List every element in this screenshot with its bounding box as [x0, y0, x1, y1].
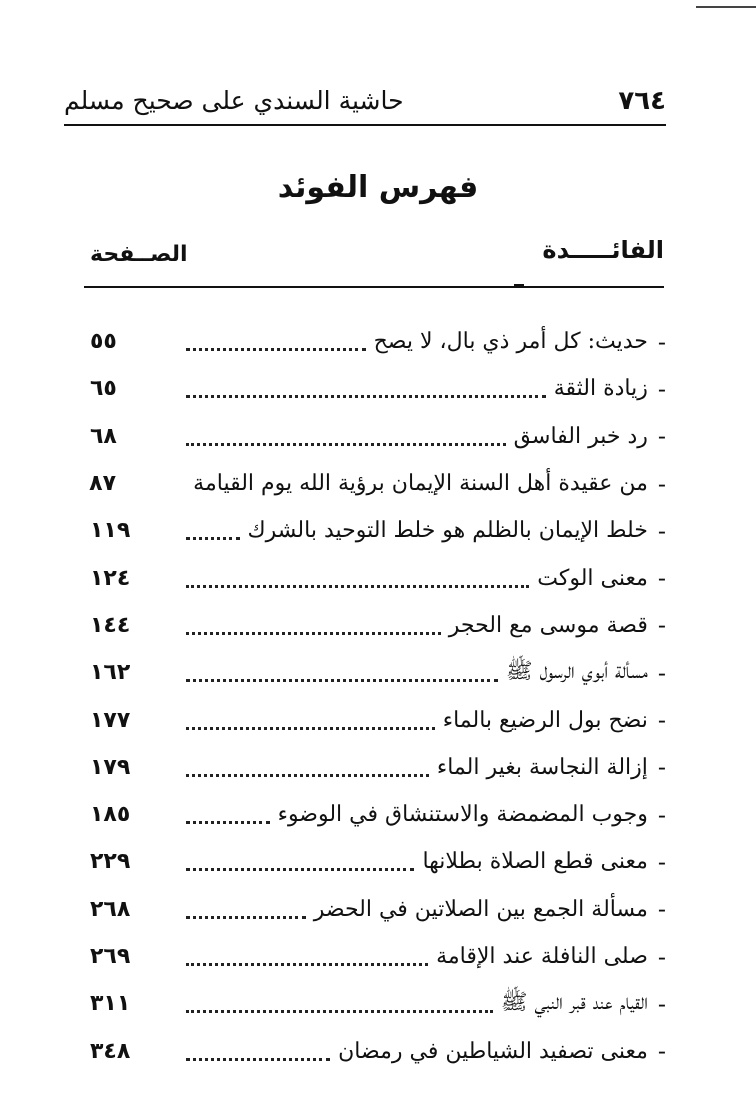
entry-page-number: ٣١١ [90, 991, 131, 1017]
index-entry [90, 507, 666, 554]
index-entry [90, 413, 666, 460]
column-header-benefit: الفائـــــدة [542, 236, 664, 264]
entry-dash: - [657, 374, 666, 403]
entry-dash: - [657, 422, 666, 451]
entry-dash: - [657, 1037, 666, 1066]
index-entry [90, 1027, 666, 1074]
entry-text: نضح بول الرضيع بالماء [442, 707, 648, 733]
index-entry [90, 886, 666, 933]
entry-dash: - [657, 989, 666, 1018]
dot-leader [186, 348, 366, 351]
entry-page-number: ١٧٧ [90, 707, 131, 733]
index-entry [90, 554, 666, 601]
entry-page-number: ١١٩ [90, 518, 131, 544]
columns-rule [84, 286, 664, 288]
entry-page-number: ٨٧ [89, 471, 117, 497]
dot-leader [186, 821, 270, 824]
entry-page-number: ٦٥ [90, 376, 117, 402]
index-entry [90, 744, 666, 791]
dot-leader [186, 963, 428, 966]
entry-text: معنى قطع الصلاة بطلانها [422, 849, 648, 875]
dot-leader [186, 395, 546, 398]
index-entry [90, 460, 666, 507]
scan-edge-line [696, 6, 756, 8]
index-entry [90, 838, 666, 885]
entry-text: قصة موسى مع الحجر [448, 612, 648, 638]
entry-text: معنى تصفيد الشياطين في رمضان [338, 1038, 648, 1064]
entry-page-number: ٦٨ [90, 423, 117, 449]
entry-page-number: ٣٤٨ [90, 1038, 131, 1064]
column-header-page: الصــفحة [90, 242, 188, 267]
entry-text: خلط الإيمان بالظلم هو خلط التوحيد بالشرك [247, 518, 648, 544]
entry-text: مسألة أبوي الرسول ﷺ [506, 658, 648, 684]
dot-leader [186, 537, 240, 540]
index-entry [90, 696, 666, 743]
page-number: ٧٦٤ [618, 86, 666, 116]
entry-dash: - [657, 942, 666, 971]
entry-dash: - [657, 516, 666, 545]
entry-text: وجوب المضمضة والاستنشاق في الوضوء [277, 802, 648, 828]
index-entry [90, 791, 666, 838]
index-entry [90, 318, 666, 365]
index-title: فهرس الفوئد [277, 170, 479, 205]
header-rule [64, 124, 666, 126]
entry-text: معنى الوكت [537, 565, 648, 591]
entry-text: زيادة الثقة [553, 376, 648, 402]
index-entries [90, 318, 666, 1075]
book-title: حاشية السندي على صحيح مسلم [64, 86, 404, 115]
dot-leader [186, 632, 441, 635]
entry-page-number: ١٧٩ [90, 754, 131, 780]
index-entry [90, 933, 666, 980]
index-entry [90, 365, 666, 412]
entry-page-number: ١٨٥ [90, 802, 131, 828]
dot-leader [186, 774, 429, 777]
entry-text: من عقيدة أهل السنة الإيمان برؤية الله يوم القيامة [193, 471, 648, 497]
entry-dash: - [657, 800, 666, 829]
entry-page-number: ٥٥ [90, 329, 117, 355]
entry-page-number: ٢٦٩ [90, 944, 131, 969]
rule-tick-mark [514, 284, 524, 288]
entry-page-number: ١٤٤ [90, 612, 131, 638]
dot-leader [186, 1010, 493, 1013]
entry-text: حديث: كل أمر ذي بال، لا يصح [373, 329, 648, 355]
entry-text: مسألة الجمع بين الصلاتين في الحضر [313, 896, 648, 922]
dot-leader [186, 727, 435, 730]
dot-leader [186, 585, 529, 588]
dot-leader [186, 868, 414, 871]
entry-text: رد خبر الفاسق [513, 423, 648, 449]
entry-text: إزالة النجاسة بغير الماء [436, 754, 648, 780]
entry-dash: - [657, 327, 666, 356]
entry-dash: - [657, 658, 666, 687]
entry-text: القيام عند قبر النبي ﷺ [500, 989, 648, 1015]
entry-dash: - [657, 895, 666, 924]
entry-dash: - [657, 753, 666, 782]
entry-dash: - [657, 706, 666, 735]
index-entry [90, 649, 666, 696]
dot-leader [186, 916, 306, 919]
dot-leader [186, 679, 498, 682]
entry-dash: - [657, 564, 666, 593]
entry-page-number: ١٦٢ [90, 660, 131, 686]
entry-page-number: ١٢٤ [90, 565, 131, 591]
dot-leader [186, 443, 506, 446]
entry-page-number: ٢٦٨ [90, 896, 131, 922]
running-header [64, 86, 666, 122]
dot-leader [186, 1058, 330, 1061]
entry-dash: - [657, 847, 666, 876]
index-entry [90, 980, 666, 1027]
entry-text: صلى النافلة عند الإقامة [436, 944, 648, 969]
entry-page-number: ٢٢٩ [90, 849, 131, 875]
entry-dash: - [657, 469, 666, 498]
index-entry [90, 602, 666, 649]
entry-dash: - [657, 611, 666, 640]
